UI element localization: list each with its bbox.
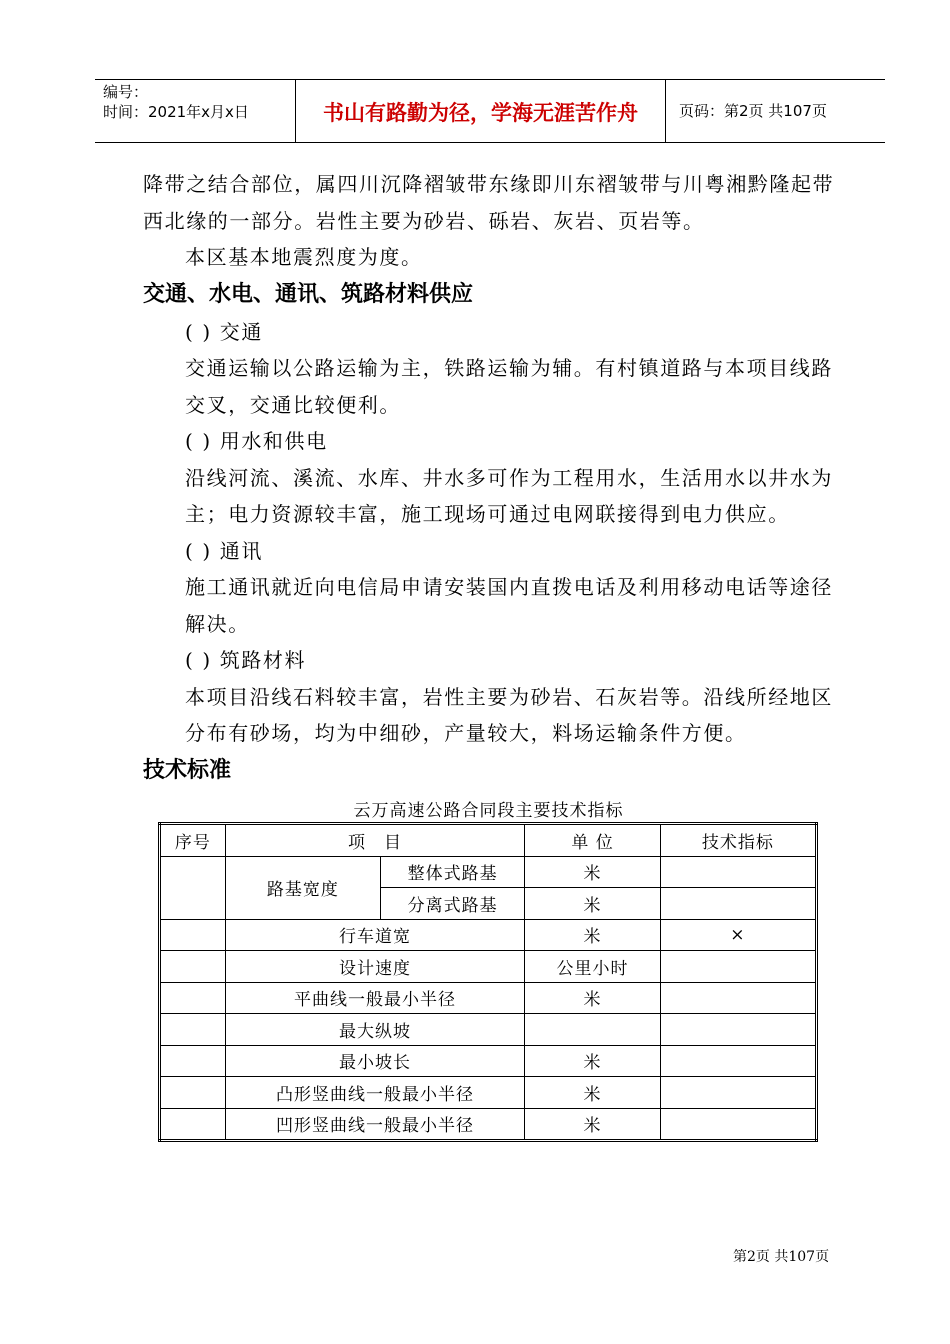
subheading: ( ) 用水和供电	[185, 429, 328, 453]
value-cell	[660, 951, 816, 983]
subheading: ( ) 筑路材料	[185, 648, 307, 672]
header-left	[103, 82, 249, 122]
document-body	[143, 166, 843, 790]
index-cell	[160, 1045, 226, 1077]
index-cell	[160, 1014, 226, 1046]
table-row	[160, 919, 817, 951]
table-row	[160, 982, 817, 1014]
page-footer: 第2页 共107页	[733, 1249, 830, 1265]
code-label: 编号：	[103, 83, 149, 101]
table-row	[160, 1108, 817, 1141]
header-cell: 技术指标	[660, 824, 816, 857]
roadbed-label-cell: 路基宽度	[225, 856, 380, 919]
unit-cell: 公里小时	[525, 951, 660, 983]
value-cell	[660, 1108, 816, 1141]
index-cell	[160, 856, 226, 919]
item-cell: 凸形竖曲线一般最小半径	[225, 1077, 525, 1109]
unit-cell: 米	[525, 919, 660, 951]
value-cell	[660, 1014, 816, 1046]
unit-cell: 米	[525, 856, 660, 888]
value-cell	[660, 982, 816, 1014]
table-row	[160, 951, 817, 983]
table-row	[160, 1014, 817, 1046]
index-cell	[160, 1077, 226, 1109]
value-cell	[660, 888, 816, 920]
index-cell	[160, 982, 226, 1014]
item-cell: 分离式路基	[381, 888, 525, 920]
unit-cell: 米	[525, 982, 660, 1014]
value-cell: ×	[660, 919, 816, 951]
unit-cell: 米	[525, 888, 660, 920]
index-cell	[160, 1108, 226, 1141]
header-divider	[665, 80, 666, 142]
table-row	[160, 1077, 817, 1109]
header-cell: 序号	[160, 824, 226, 857]
header-page-info: 页码：第2页 共107页	[679, 102, 827, 120]
paragraph: 交通运输以公路运输为主，铁路运输为辅。有村镇道路与本项目线路交叉，交通比较便利。	[185, 356, 833, 417]
unit-cell	[525, 1014, 660, 1046]
item-cell: 最大纵坡	[225, 1014, 525, 1046]
value-cell	[660, 856, 816, 888]
section-heading: 交通、水电、通讯、筑路材料供应	[143, 281, 474, 307]
header-cell: 项 目	[225, 824, 525, 857]
value-cell	[660, 1077, 816, 1109]
item-cell: 平曲线一般最小半径	[225, 982, 525, 1014]
paragraph: 沿线河流、溪流、水库、井水多可作为工程用水，生活用水以井水为主；电力资源较丰富，施工现场可通过电网联接得到电力供应。	[185, 465, 833, 526]
header-motto: 书山有路勤为径，学海无涯苦作舟	[323, 101, 638, 125]
paragraph: 施工通讯就近向电信局申请安装国内直拨电话及利用移动电话等途径解决。	[185, 575, 833, 636]
unit-cell: 米	[525, 1077, 660, 1109]
index-cell	[160, 951, 226, 983]
time-label: 时间：2021年x月x日	[103, 103, 249, 121]
paragraph: 降带之结合部位，属四川沉降褶皱带东缘即川东褶皱带与川粤湘黔隆起带西北缘的一部分。岩性主要为砂岩、砾岩、灰岩、页岩等。	[143, 172, 835, 233]
table-row	[160, 856, 817, 888]
section-heading: 技术标准	[143, 757, 232, 783]
item-cell: 行车道宽	[225, 919, 525, 951]
spec-table	[158, 822, 818, 1142]
table-title: 云万高速公路合同段主要技术指标	[353, 801, 624, 821]
subheading: ( ) 交通	[185, 319, 263, 344]
item-cell: 凹形竖曲线一般最小半径	[225, 1108, 525, 1141]
page-header	[95, 79, 885, 143]
index-cell	[160, 919, 226, 951]
item-cell: 整体式路基	[381, 856, 525, 888]
subheading: ( ) 通讯	[185, 538, 263, 563]
value-cell	[660, 1045, 816, 1077]
header-cell: 单 位	[525, 824, 660, 857]
paragraph: 本项目沿线石料较丰富，岩性主要为砂岩、石灰岩等。沿线所经地区分布有砂场，均为中细砂，产量较大，料场运输条件方便。	[185, 684, 833, 745]
item-cell: 设计速度	[225, 951, 525, 983]
item-cell: 最小坡长	[225, 1045, 525, 1077]
table-header-row	[160, 824, 817, 857]
table-row	[160, 1045, 817, 1077]
unit-cell: 米	[525, 1108, 660, 1141]
paragraph: 本区基本地震烈度为度。	[185, 245, 423, 269]
unit-cell: 米	[525, 1045, 660, 1077]
